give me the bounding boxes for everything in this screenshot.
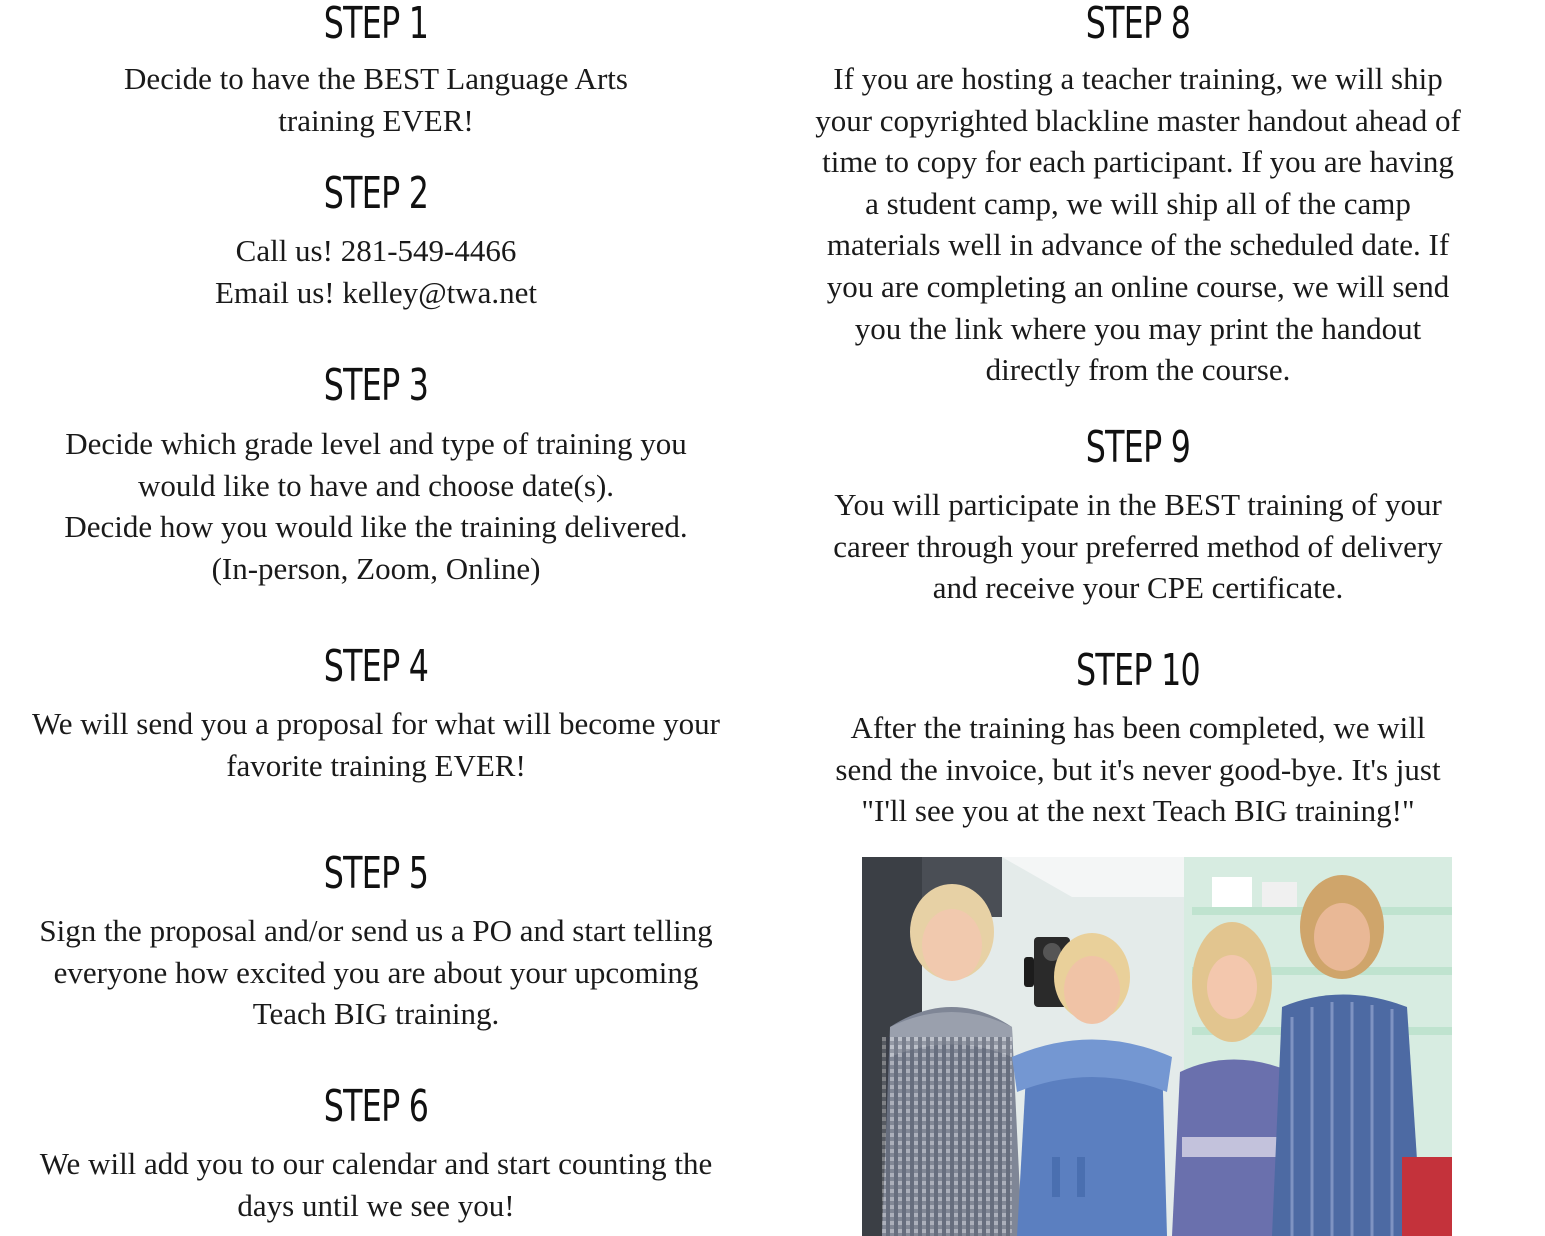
- step-9-text: You will participate in the BEST training of your career through your preferred method of delivery and receive your CPE certificate.: [833, 487, 1443, 606]
- step-3-title: STEP 3: [323, 360, 429, 411]
- step-5: [0, 850, 752, 1035]
- step-1-text: Decide to have the BEST Language Arts training EVER!: [124, 61, 628, 138]
- step-10-text: After the training has been completed, we will send the invoice, but it's never good-bye. It's just "I'll see you at the next Teach BIG training!": [835, 710, 1441, 829]
- step-2-text: Call us! 281-549-4466 Email us! kelley@twa.net: [214, 233, 538, 310]
- step-3: [0, 362, 752, 589]
- step-8-title: STEP 8: [1085, 0, 1191, 49]
- step-1: [0, 0, 752, 141]
- step-10-title: STEP 10: [1076, 645, 1200, 696]
- step-2-title: STEP 2: [323, 168, 429, 219]
- step-4: [0, 643, 752, 786]
- step-1-title: STEP 1: [323, 0, 429, 49]
- step-6-text: We will add you to our calendar and start counting the days until we see you!: [39, 1146, 713, 1223]
- step-4-text: We will send you a proposal for what will become your favorite training EVER!: [32, 706, 720, 783]
- step-9-title: STEP 9: [1085, 422, 1191, 473]
- team-photo: [862, 857, 1452, 1236]
- step-3-text: Decide which grade level and type of training you would like to have and choose date(s). Decide how you would like the training delivered. (In-person, Zoom, Online): [64, 426, 688, 586]
- step-5-text: Sign the proposal and/or send us a PO and start telling everyone how excited you are about your upcoming Teach BIG training.: [39, 913, 713, 1032]
- step-5-title: STEP 5: [323, 848, 429, 899]
- step-2: [0, 170, 752, 313]
- step-10: [780, 647, 1496, 832]
- team-photo-illustration: [862, 857, 1452, 1236]
- step-8: [780, 0, 1496, 391]
- step-6-title: STEP 6: [323, 1081, 429, 1132]
- step-6: [0, 1083, 752, 1226]
- step-4-title: STEP 4: [323, 641, 429, 692]
- step-8-text: If you are hosting a teacher training, we will ship your copyrighted blackline master handout ahead of time to copy for each participant. If you are having a student camp, we will ship all of the camp materials well in advance of the scheduled date. If you are completing an online course, we will send you the link where you may print the handout directly from the course.: [815, 61, 1461, 388]
- step-9: [780, 424, 1496, 609]
